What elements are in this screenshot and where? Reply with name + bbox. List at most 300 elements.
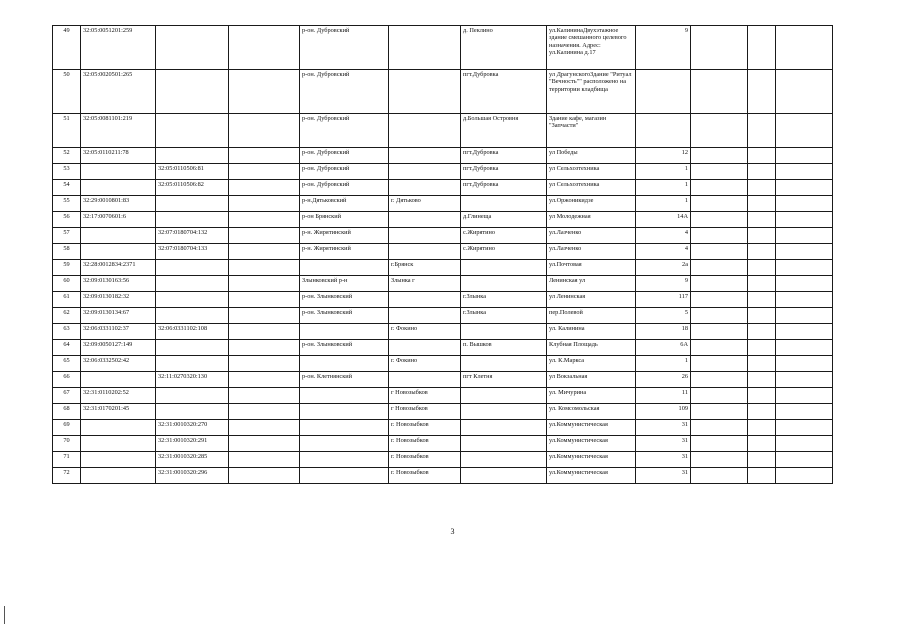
region-cell [300,452,389,468]
city-cell [389,148,461,164]
house-number-cell: 109 [636,404,691,420]
empty-cell [691,260,748,276]
table-row [53,148,833,164]
settlement-cell [461,452,547,468]
page-number: 3 [450,527,455,536]
empty-cell [691,420,748,436]
region-cell: р-он. Злынковский [300,292,389,308]
address-cell: ул.Лазченко [547,244,636,260]
empty-cell [229,70,300,114]
row-number-cell: 49 [53,26,81,70]
city-cell [389,308,461,324]
address-cell: ул.Коммунистическая [547,436,636,452]
cadastral-number-alt-cell: 32:31:0010320:296 [156,468,229,484]
city-cell: г Новозыбков [389,388,461,404]
settlement-cell: пгт.Дубровка [461,180,547,196]
empty-cell [229,276,300,292]
empty-cell [691,244,748,260]
cadastral-number-alt-cell: 32:31:0010320:285 [156,452,229,468]
empty-cell [229,404,300,420]
empty-cell [229,148,300,164]
city-cell [389,70,461,114]
empty-cell [748,244,776,260]
empty-cell [748,324,776,340]
address-cell: ул. Комсомольская [547,404,636,420]
region-cell [300,404,389,420]
address-cell: ул.Коммунистическая [547,468,636,484]
address-cell: ул Сельхозтехника [547,164,636,180]
settlement-cell: пгт.Дубровка [461,148,547,164]
row-number-cell: 61 [53,292,81,308]
house-number-cell [636,70,691,114]
empty-cell [691,70,748,114]
empty-cell [776,212,833,228]
row-number-cell: 59 [53,260,81,276]
empty-cell [776,468,833,484]
cadastral-number-cell: 32:05:0081101:219 [81,114,156,148]
table-row [53,324,833,340]
table-row [53,404,833,420]
empty-cell [776,260,833,276]
house-number-cell: 26 [636,372,691,388]
empty-cell [691,388,748,404]
empty-cell [776,164,833,180]
row-number-cell: 67 [53,388,81,404]
cadastral-number-alt-cell [156,340,229,356]
empty-cell [229,196,300,212]
table-row [53,164,833,180]
address-cell: ул. Мичурина [547,388,636,404]
settlement-cell [461,356,547,372]
cadastral-number-cell [81,244,156,260]
city-cell [389,26,461,70]
row-number-cell: 60 [53,276,81,292]
cadastral-number-alt-cell [156,212,229,228]
empty-cell [691,372,748,388]
empty-cell [748,436,776,452]
empty-cell [691,148,748,164]
settlement-cell: пгт.Дубровка [461,70,547,114]
row-number-cell: 53 [53,164,81,180]
region-cell: р-он. Дубровский [300,26,389,70]
address-cell: пер.Полевой [547,308,636,324]
cadastral-number-cell: 32:09:0130134:67 [81,308,156,324]
empty-cell [776,228,833,244]
region-cell [300,324,389,340]
table-row [53,26,833,70]
table-row [53,452,833,468]
row-number-cell: 68 [53,404,81,420]
empty-cell [229,180,300,196]
row-number-cell: 69 [53,420,81,436]
city-cell: г. Новозыбков [389,452,461,468]
city-cell [389,372,461,388]
row-number-cell: 57 [53,228,81,244]
empty-cell [691,436,748,452]
address-cell: ул Вокзальная [547,372,636,388]
cadastral-number-cell [81,164,156,180]
house-number-cell: 31 [636,420,691,436]
city-cell [389,244,461,260]
address-cell: ул.Оржоникидзе [547,196,636,212]
settlement-cell: д. Пеклино [461,26,547,70]
empty-cell [748,340,776,356]
region-cell [300,356,389,372]
table-row [53,196,833,212]
address-cell: ул.Почтовая [547,260,636,276]
address-cell: ул. К.Маркса [547,356,636,372]
empty-cell [776,372,833,388]
empty-cell [748,308,776,324]
house-number-cell: 4 [636,228,691,244]
address-cell: ул. Калинина [547,324,636,340]
cadastral-number-cell [81,228,156,244]
empty-cell [229,292,300,308]
empty-cell [691,180,748,196]
settlement-cell [461,260,547,276]
table-row [53,244,833,260]
empty-cell [229,452,300,468]
house-number-cell: 2а [636,260,691,276]
empty-cell [776,114,833,148]
empty-cell [748,180,776,196]
empty-cell [776,196,833,212]
region-cell: р-н. Жирятинский [300,244,389,260]
empty-cell [229,388,300,404]
cadastral-number-cell: 32:09:0130163:56 [81,276,156,292]
settlement-cell [461,196,547,212]
empty-cell [748,70,776,114]
empty-cell [691,228,748,244]
address-cell: Здание кафе, магазин "Запчасти" [547,114,636,148]
house-number-cell: 31 [636,436,691,452]
region-cell [300,260,389,276]
cadastral-number-alt-cell: 32:31:0010320:291 [156,436,229,452]
settlement-cell: д.Большая Островня [461,114,547,148]
empty-cell [691,356,748,372]
settlement-cell: г.Злынка [461,292,547,308]
empty-cell [776,26,833,70]
cadastral-number-cell: 32:05:0110211:78 [81,148,156,164]
scan-edge-mark [4,606,5,624]
cadastral-number-alt-cell [156,196,229,212]
house-number-cell: 1 [636,180,691,196]
address-cell: ул.Лазченко [547,228,636,244]
house-number-cell: 1 [636,356,691,372]
region-cell: р-н.Дятьковский [300,196,389,212]
empty-cell [776,436,833,452]
empty-cell [691,340,748,356]
property-registry-table [52,25,833,484]
cadastral-number-alt-cell [156,356,229,372]
empty-cell [229,420,300,436]
registry-sheet [52,25,832,484]
row-number-cell: 56 [53,212,81,228]
empty-cell [229,212,300,228]
address-cell: Ленинская ул [547,276,636,292]
city-cell [389,212,461,228]
cadastral-number-cell: 32:09:0130182:32 [81,292,156,308]
cadastral-number-cell: 32:31:0170201:45 [81,404,156,420]
cadastral-number-cell [81,452,156,468]
empty-cell [776,180,833,196]
empty-cell [229,228,300,244]
house-number-cell: 4 [636,244,691,260]
empty-cell [691,324,748,340]
table-row [53,114,833,148]
table-row [53,228,833,244]
cadastral-number-cell [81,436,156,452]
empty-cell [776,148,833,164]
empty-cell [229,164,300,180]
cadastral-number-alt-cell: 32:07:0180704:133 [156,244,229,260]
settlement-cell: пгт.Дубровка [461,164,547,180]
row-number-cell: 62 [53,308,81,324]
empty-cell [229,468,300,484]
house-number-cell: 14А [636,212,691,228]
cadastral-number-cell: 32:05:0020501:265 [81,70,156,114]
empty-cell [748,452,776,468]
empty-cell [691,452,748,468]
settlement-cell [461,324,547,340]
row-number-cell: 64 [53,340,81,356]
city-cell [389,228,461,244]
region-cell [300,388,389,404]
row-number-cell: 51 [53,114,81,148]
cadastral-number-cell [81,420,156,436]
cadastral-number-cell [81,372,156,388]
city-cell: г. Новозыбков [389,468,461,484]
house-number-cell: 12 [636,148,691,164]
empty-cell [748,212,776,228]
row-number-cell: 70 [53,436,81,452]
table-row [53,180,833,196]
cadastral-number-cell: 32:31:0110202:52 [81,388,156,404]
cadastral-number-alt-cell [156,292,229,308]
address-cell: ул ДрагунскогоЗдание "Ритуал "Вечность"" расположено на территории кладбища [547,70,636,114]
region-cell: р-он. Злынковский [300,308,389,324]
table-body [53,26,833,484]
empty-cell [776,452,833,468]
table-row [53,276,833,292]
cadastral-number-alt-cell: 32:11:0270320:130 [156,372,229,388]
region-cell: р-он Брянский [300,212,389,228]
row-number-cell: 54 [53,180,81,196]
city-cell: г. Фокино [389,356,461,372]
cadastral-number-alt-cell [156,404,229,420]
cadastral-number-alt-cell: 32:05:0110506:82 [156,180,229,196]
city-cell: г.Брянск [389,260,461,276]
settlement-cell: г.Злынка [461,308,547,324]
empty-cell [748,388,776,404]
settlement-cell [461,468,547,484]
table-row [53,340,833,356]
region-cell: р-он. Клетнянский [300,372,389,388]
address-cell: Клубная Площадь [547,340,636,356]
empty-cell [691,308,748,324]
settlement-cell [461,388,547,404]
empty-cell [229,114,300,148]
settlement-cell [461,404,547,420]
cadastral-number-alt-cell [156,26,229,70]
city-cell: г Новозыбков [389,404,461,420]
region-cell: Злынковский р-н [300,276,389,292]
cadastral-number-alt-cell [156,70,229,114]
empty-cell [229,340,300,356]
empty-cell [229,308,300,324]
settlement-cell [461,420,547,436]
house-number-cell: 9 [636,276,691,292]
empty-cell [229,324,300,340]
settlement-cell: пгт Клетня [461,372,547,388]
city-cell: г. Новозыбков [389,436,461,452]
empty-cell [776,420,833,436]
address-cell: ул Ленинская [547,292,636,308]
empty-cell [748,468,776,484]
empty-cell [748,196,776,212]
empty-cell [776,70,833,114]
cadastral-number-cell: 32:29:0010801:83 [81,196,156,212]
table-row [53,372,833,388]
empty-cell [748,372,776,388]
cadastral-number-alt-cell: 32:07:0180704:132 [156,228,229,244]
settlement-cell: д.Глинеща [461,212,547,228]
empty-cell [776,324,833,340]
cadastral-number-cell: 32:28:0012834:2371 [81,260,156,276]
address-cell: ул Молодежная [547,212,636,228]
house-number-cell: 18 [636,324,691,340]
region-cell [300,420,389,436]
cadastral-number-alt-cell [156,308,229,324]
settlement-cell [461,436,547,452]
empty-cell [229,436,300,452]
cadastral-number-alt-cell: 32:05:0110506:81 [156,164,229,180]
region-cell: р-н. Жирятинский [300,228,389,244]
settlement-cell: с.Жирятино [461,228,547,244]
city-cell [389,180,461,196]
address-cell: ул.КалининаДвухэтажное здание смешанного целевого назначения. Адрес: ул.Калинина д.17 [547,26,636,70]
empty-cell [691,26,748,70]
table-row [53,292,833,308]
empty-cell [229,356,300,372]
empty-cell [229,260,300,276]
region-cell [300,436,389,452]
house-number-cell: 117 [636,292,691,308]
city-cell: Злынка г [389,276,461,292]
empty-cell [691,114,748,148]
empty-cell [776,308,833,324]
empty-cell [748,148,776,164]
empty-cell [691,164,748,180]
settlement-cell: п. Вышков [461,340,547,356]
cadastral-number-alt-cell [156,114,229,148]
cadastral-number-alt-cell [156,276,229,292]
cadastral-number-cell: 32:06:0332502:42 [81,356,156,372]
house-number-cell: 5 [636,308,691,324]
cadastral-number-cell: 32:05:0051201:259 [81,26,156,70]
empty-cell [776,292,833,308]
region-cell: р-он. Дубровский [300,70,389,114]
empty-cell [748,356,776,372]
empty-cell [229,244,300,260]
city-cell [389,114,461,148]
region-cell: р-он. Злынковский [300,340,389,356]
empty-cell [748,114,776,148]
empty-cell [229,372,300,388]
row-number-cell: 72 [53,468,81,484]
table-row [53,468,833,484]
cadastral-number-alt-cell: 32:31:0010320:270 [156,420,229,436]
table-row [53,308,833,324]
row-number-cell: 66 [53,372,81,388]
table-row [53,436,833,452]
empty-cell [691,196,748,212]
table-row [53,356,833,372]
cadastral-number-alt-cell [156,388,229,404]
empty-cell [691,292,748,308]
empty-cell [748,164,776,180]
city-cell [389,164,461,180]
cadastral-number-cell: 32:06:0331102:37 [81,324,156,340]
empty-cell [748,420,776,436]
row-number-cell: 65 [53,356,81,372]
region-cell: р-он. Дубровский [300,114,389,148]
table-row [53,212,833,228]
table-row [53,388,833,404]
house-number-cell: 11 [636,388,691,404]
house-number-cell: 6А [636,340,691,356]
row-number-cell: 55 [53,196,81,212]
cadastral-number-cell [81,468,156,484]
city-cell [389,340,461,356]
city-cell: г. Фокино [389,324,461,340]
house-number-cell: 31 [636,452,691,468]
empty-cell [776,356,833,372]
cadastral-number-alt-cell: 32:06:0331102:108 [156,324,229,340]
house-number-cell: 9 [636,26,691,70]
table-row [53,260,833,276]
empty-cell [748,260,776,276]
empty-cell [229,26,300,70]
cadastral-number-alt-cell [156,260,229,276]
address-cell: ул.Коммунистическая [547,452,636,468]
empty-cell [776,404,833,420]
row-number-cell: 58 [53,244,81,260]
table-row [53,70,833,114]
settlement-cell: с.Жирятино [461,244,547,260]
empty-cell [748,228,776,244]
empty-cell [691,404,748,420]
address-cell: ул Сельхозтехника [547,180,636,196]
cadastral-number-cell [81,180,156,196]
cadastral-number-cell: 32:17:0070601:6 [81,212,156,228]
address-cell: ул Победы [547,148,636,164]
empty-cell [776,276,833,292]
house-number-cell [636,114,691,148]
city-cell: г. Новозыбков [389,420,461,436]
empty-cell [748,292,776,308]
empty-cell [776,388,833,404]
empty-cell [691,276,748,292]
empty-cell [776,340,833,356]
cadastral-number-cell: 32:09:0050127:149 [81,340,156,356]
empty-cell [691,212,748,228]
row-number-cell: 52 [53,148,81,164]
region-cell: р-он. Дубровский [300,180,389,196]
house-number-cell: 31 [636,468,691,484]
address-cell: ул.Коммунистическая [547,420,636,436]
empty-cell [691,468,748,484]
